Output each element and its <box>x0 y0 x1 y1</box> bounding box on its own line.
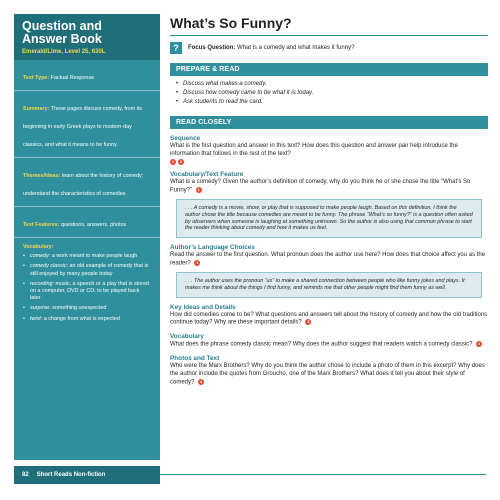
vocab-feature-badges <box>196 187 202 193</box>
key-ideas-title: Key Ideas and Details <box>170 303 236 311</box>
vocab-def: : a change from what is expected <box>40 315 120 322</box>
language-body: Read the answer to the first question. What pronoun does the author use here? How does that choice affect you as the reader? <box>170 252 486 267</box>
photos-body: Who were the Marx Brothers? Why do you think the author chose to include a photo of them in this excerpt? Why does the author include the quotes from Groucho, one of the Marx Brothers? What does it tell you about their style of comedy? <box>170 363 485 386</box>
sidebar-header <box>14 14 160 60</box>
vocabulary-list <box>23 253 151 323</box>
vocab-term: comedy classic <box>30 263 67 270</box>
photos-title: Photos and Text <box>170 355 220 363</box>
key-ideas-text <box>170 312 488 328</box>
themes-text: learn about the history of comedy; understand the characteristics of comedies <box>23 173 144 197</box>
vocabulary-text <box>170 341 488 349</box>
read-closely-heading: READ CLOSELY <box>170 116 488 129</box>
features-label: Text Features: <box>23 222 60 228</box>
vocab-term: recording <box>30 280 53 287</box>
vocab-item <box>23 305 151 312</box>
focus-question <box>170 42 488 54</box>
language-title: Author’s Language Choices <box>170 244 255 252</box>
summary-text: These pages discuss comedy, from its beginning in early Greek plays to modern-day classics, and what it means to be funny. <box>23 106 143 148</box>
photos-badges <box>198 379 204 385</box>
book-level: Emerald/Lime, Level 25, 630L <box>22 49 106 55</box>
vocabulary-body: What does the phrase comedy classic mean? Why does the author suggest that readers watch a comedy classic? <box>170 341 473 348</box>
sidebar <box>14 14 160 460</box>
book-title-line1: Question and <box>22 19 102 33</box>
text-type-section <box>14 60 160 84</box>
prepare-item: • Ask students to read the card. <box>176 98 488 107</box>
badge-3: 3 <box>307 319 310 325</box>
badge-4: 4 <box>478 341 481 347</box>
vocab-item <box>23 253 151 260</box>
vocab-def: : a work meant to make people laugh <box>48 253 138 260</box>
prepare-item: • Discuss how comedy came to be what it is today. <box>176 89 488 98</box>
vocabulary-badges <box>476 341 482 347</box>
vocabulary-title: Vocabulary <box>170 333 204 341</box>
badge-2: 2 <box>179 159 183 165</box>
photos-text <box>170 363 488 386</box>
vocab-def: : something unexpected <box>49 305 107 312</box>
vocab-feature-title: Vocabulary/Text Feature <box>170 171 244 179</box>
vocab-term: comedy <box>30 253 49 260</box>
vocabulary-section <box>14 237 160 323</box>
key-ideas-badges <box>305 319 311 325</box>
focus-label: Focus Question: <box>188 45 236 51</box>
vocabulary-label: Vocabulary: <box>23 244 54 250</box>
book-title-line2: Answer Book <box>22 32 102 46</box>
page-title: What’s So Funny? <box>170 15 488 36</box>
vocab-def: : an old example of comedy that is still enjoyed by many people today <box>30 263 149 277</box>
vocab-feature-body: What is a comedy? Given the author’s definition of comedy, why do you think he or she chose the title “What’s So Funny?” <box>170 179 471 194</box>
badge-1: 1 <box>197 186 200 192</box>
sample-answer-2: . . . The author uses the pronoun “us” to make a shared connection between people who like funny jokes and plays. It makes me think about the things I find funny, and reminds me that other people might find them funny as well. <box>176 272 482 298</box>
vocab-term: twist <box>30 315 41 322</box>
features-section <box>14 206 160 231</box>
prepare-item: • Discuss what makes a comedy. <box>176 80 488 89</box>
vocab-item <box>23 281 151 303</box>
sequence-badges <box>170 159 488 165</box>
features-text: questions, answers, photos <box>59 222 127 228</box>
text-type-value: Factual Response <box>49 75 95 81</box>
language-text <box>170 252 488 268</box>
vocab-item <box>23 316 151 323</box>
focus-body: What is a comedy and what makes it funny? <box>235 45 355 51</box>
vocab-term: surprise <box>30 305 50 312</box>
prepare-list <box>176 80 488 107</box>
focus-question-text <box>188 42 354 52</box>
vocab-def: : music, a speech or a play that is stored on a computer, DVD or CD, to be played back later <box>30 280 149 302</box>
key-ideas-body: How did comedies come to be? What questions and answers tell about the history of comedy and how the old traditions continue today? Why are these important details? <box>170 311 488 326</box>
sequence-text: What is the first question and answer in this text? How does this question and answer pair help introduce the information that follows in the rest of the text? <box>170 143 458 157</box>
themes-section <box>14 157 160 200</box>
main-content <box>170 15 488 387</box>
badge-1: 1 <box>196 259 199 265</box>
question-mark-icon: ? <box>170 42 182 54</box>
vocab-item <box>23 263 151 277</box>
badge-4: 4 <box>199 378 203 384</box>
prepare-read-heading: PREPARE & READ <box>170 63 488 76</box>
sample-answer-1: . . . A comedy is a movie, show, or play that is supposed to make people laugh. Based on this definition, I think the author chose the title because comedies are meant to be funny. The phrase “What’s so funny?” is a question often asked by observers when someone is laughing at something unknown. So the author is also using that common phrase to start the reader thinking about comedy and how it makes us feel. <box>176 199 482 238</box>
summary-section <box>14 90 160 151</box>
summary-label: Summary: <box>23 106 50 112</box>
sequence-title: Sequence <box>170 135 201 142</box>
text-type-label: Text Type: <box>23 75 50 81</box>
page-number: 82 <box>22 472 29 478</box>
page-footer <box>14 466 160 484</box>
language-badges <box>194 260 200 266</box>
book-series: Short Reads Non-fiction <box>36 472 106 478</box>
footer-rule <box>160 474 486 475</box>
themes-label: Themes/Ideas: <box>23 173 61 179</box>
badge-1: 1 <box>171 159 175 165</box>
vocab-feature-text <box>170 179 488 195</box>
